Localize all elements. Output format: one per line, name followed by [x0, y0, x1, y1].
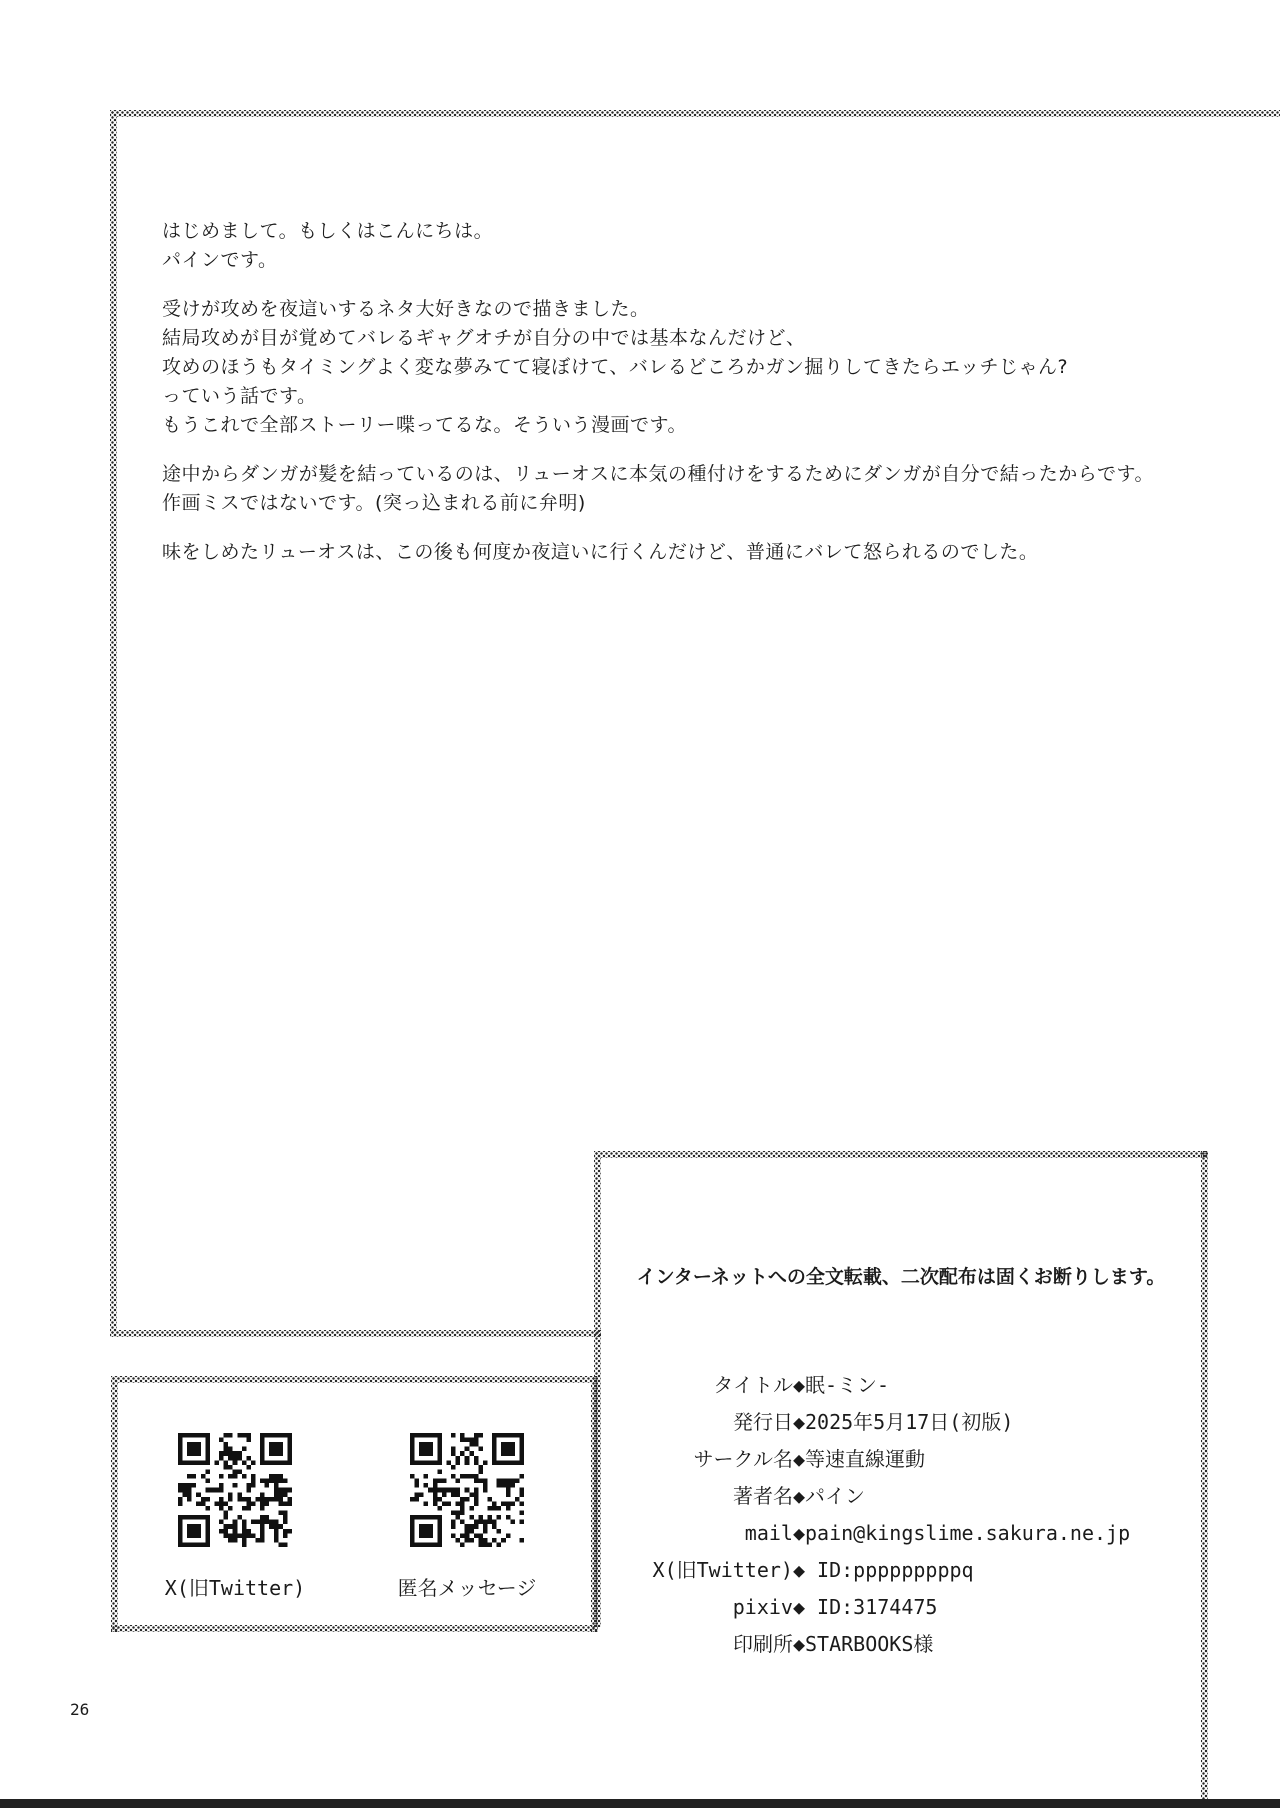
colophon-row-x-twitter: [600, 1552, 1200, 1589]
colophon-value: ID:3174475: [805, 1595, 938, 1619]
afterword-box-border-bottom: [110, 1330, 601, 1337]
afterword-paragraph: [162, 295, 1222, 440]
colophon-value: STARBOOKS様: [805, 1632, 934, 1656]
colophon-value: ID:pppppppppq: [805, 1558, 974, 1582]
colophon-row-title: [600, 1367, 1200, 1404]
colophon-label: pixiv◆: [732, 1595, 805, 1619]
colophon-row-issue-date: [600, 1404, 1200, 1441]
colophon-label: 発行日◆: [732, 1410, 805, 1434]
colophon-value: 眠-ミン-: [805, 1373, 890, 1397]
colophon-label: 印刷所◆: [732, 1632, 805, 1656]
qr-box-border-top: [111, 1376, 598, 1383]
qr-label-twitter: X(旧Twitter): [164, 1576, 306, 1600]
colophon-value: 等速直線運動: [805, 1447, 925, 1471]
afterword-line: 途中からダンガが髪を結っているのは、リューオスに本気の種付けをするためにダンガが自分で結ったからです。: [162, 463, 1155, 485]
afterword-line: 作画ミスではないです。(突っ込まれる前に弁明): [162, 492, 586, 514]
qr-box-border-bottom: [111, 1625, 598, 1632]
afterword-line: 結局攻めが目が覚めてバレるギャグオチが自分の中では基本なんだけど、: [162, 327, 806, 349]
afterword-line: 攻めのほうもタイミングよく変な夢みてて寝ぼけて、バレるどころかガン掘りしてきたらエッチじゃん?: [162, 356, 1069, 378]
afterword-line: パインです。: [162, 249, 278, 271]
colophon-value: 2025年5月17日(初版): [805, 1410, 1014, 1434]
colophon-box-border-top: [594, 1151, 1208, 1158]
afterword-line: 味をしめたリューオスは、この後も何度か夜這いに行くんだけど、普通にバレて怒られるのでした。: [162, 541, 1039, 563]
qr-label-anonymous-message: 匿名メッセージ: [397, 1576, 537, 1600]
colophon-label: 著者名◆: [732, 1484, 805, 1508]
afterword-line: 受けが攻めを夜這いするネタ大好きなので描きました。: [162, 298, 650, 320]
colophon-label: タイトル◆: [713, 1373, 805, 1397]
afterword-text: [162, 217, 1222, 587]
afterword-box-border-left: [110, 110, 117, 1337]
colophon-value: pain@kingslime.sakura.ne.jp: [805, 1521, 1131, 1545]
colophon-row-mail: [600, 1515, 1200, 1552]
page-number: 26: [70, 1700, 90, 1719]
afterword-box-border-top: [110, 110, 1280, 117]
qr-code-icon: [178, 1433, 292, 1547]
qr-code-icon: [410, 1433, 524, 1547]
afterword-paragraph: [162, 460, 1222, 518]
reprint-prohibition-notice: インターネットへの全文転載、二次配布は固くお断りします。: [636, 1266, 1166, 1288]
afterword-line: っていう話です。: [162, 385, 317, 407]
afterword-line: はじめまして。もしくはこんにちは。: [162, 220, 494, 242]
colophon-row-printer: [600, 1626, 1200, 1663]
colophon-row-author: [600, 1478, 1200, 1515]
colophon-row-circle: [600, 1441, 1200, 1478]
colophon-label: mail◆: [744, 1521, 805, 1545]
bottom-trim-bar: [0, 1799, 1280, 1808]
colophon-value: パイン: [805, 1484, 865, 1508]
colophon-box-border-right: [1201, 1151, 1208, 1808]
qr-box-border-right: [591, 1376, 598, 1632]
afterword-line: もうこれで全部ストーリー喋ってるな。そういう漫画です。: [162, 414, 687, 436]
afterword-paragraph: [162, 217, 1222, 275]
afterword-paragraph: [162, 538, 1222, 567]
colophon-list: [600, 1367, 1200, 1663]
colophon-row-pixiv: [600, 1589, 1200, 1626]
colophon-label: サークル名◆: [693, 1447, 805, 1471]
colophon-label: X(旧Twitter)◆: [652, 1558, 805, 1582]
